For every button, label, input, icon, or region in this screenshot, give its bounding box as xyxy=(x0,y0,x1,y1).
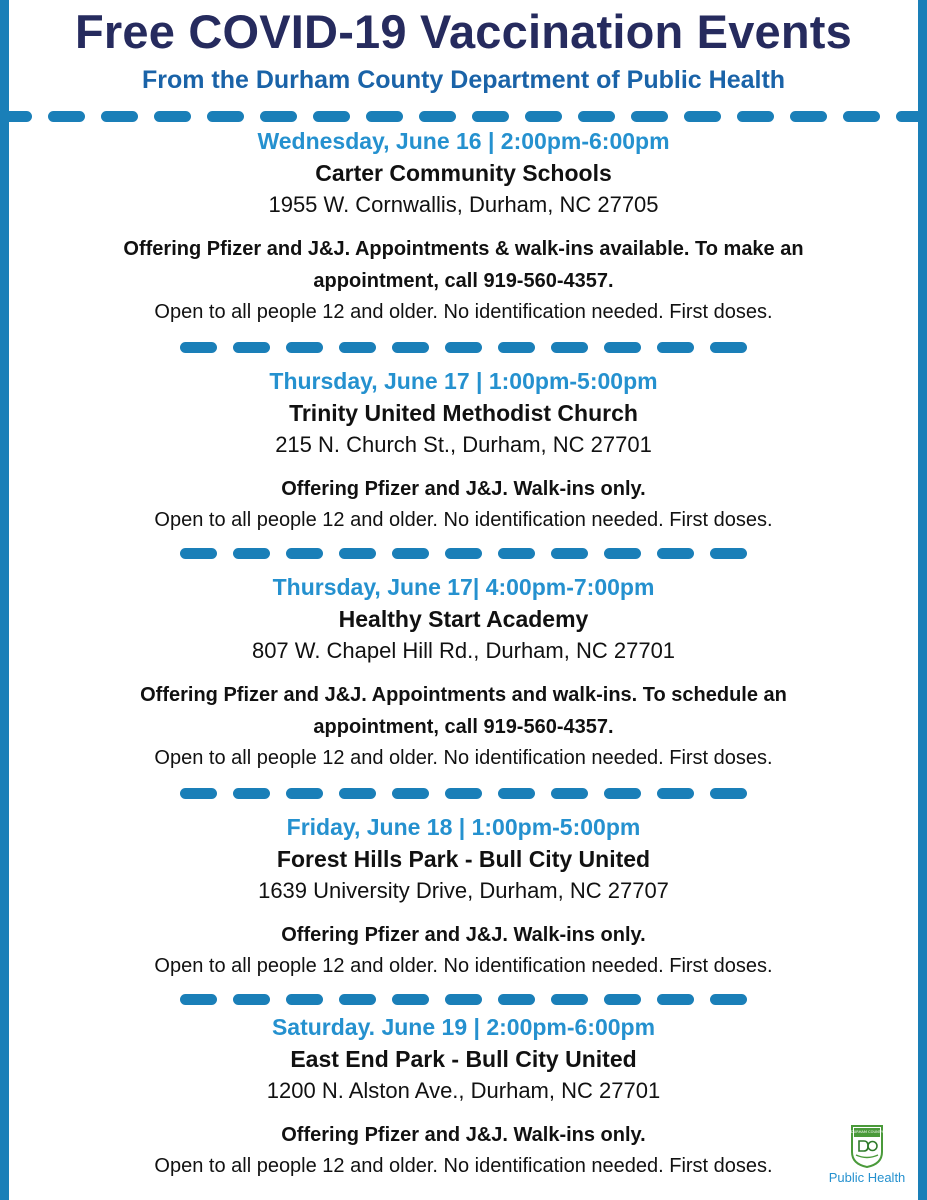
event-address: 807 W. Chapel Hill Rd., Durham, NC 27701 xyxy=(251,638,676,663)
event-date: Wednesday, June 16 | 2:00pm-6:00pm xyxy=(257,128,670,154)
event-eligibility: Open to all people 12 and older. No identification needed. First doses. xyxy=(154,747,773,769)
event-address: 215 N. Church St., Durham, NC 27701 xyxy=(275,432,652,457)
event-venue: Forest Hills Park - Bull City United xyxy=(276,846,651,872)
logo-label: Public Health xyxy=(828,1170,906,1185)
event-offer: Offering Pfizer and J&J. Appointments and walk-ins. To schedule an appointment, call 919-560-4357. xyxy=(140,684,787,738)
event-venue: Trinity United Methodist Church xyxy=(289,400,638,426)
event-date: Saturday. June 19 | 2:00pm-6:00pm xyxy=(271,1014,656,1040)
event-venue: Healthy Start Academy xyxy=(338,606,589,632)
event-eligibility: Open to all people 12 and older. No identification needed. First doses. xyxy=(154,955,773,977)
event-offer: Offering Pfizer and J&J. Appointments & walk-ins available. To make an appointment, call 919-560-4357. xyxy=(123,238,804,292)
event-date: Thursday, June 17 | 1:00pm-5:00pm xyxy=(269,368,658,394)
event-eligibility: Open to all people 12 and older. No identification needed. First doses. xyxy=(154,301,773,323)
event-offer: Offering Pfizer and J&J. Walk-ins only. xyxy=(281,1124,646,1146)
event-venue: East End Park - Bull City United xyxy=(290,1046,637,1072)
event-offer: Offering Pfizer and J&J. Walk-ins only. xyxy=(281,478,646,500)
event-venue: Carter Community Schools xyxy=(315,160,612,186)
event-card xyxy=(9,571,918,773)
event-address: 1200 N. Alston Ave., Durham, NC 27701 xyxy=(266,1078,661,1103)
page-title: Free COVID-19 Vaccination Events xyxy=(75,5,852,58)
event-card xyxy=(9,125,918,327)
event-divider xyxy=(9,994,918,1005)
event-card xyxy=(9,1011,918,1181)
event-address: 1639 University Drive, Durham, NC 27707 xyxy=(258,878,669,903)
event-address: 1955 W. Cornwallis, Durham, NC 27705 xyxy=(268,192,659,217)
event-divider xyxy=(9,788,918,799)
event-divider xyxy=(9,548,918,559)
event-card xyxy=(9,365,918,535)
event-date: Friday, June 18 | 1:00pm-5:00pm xyxy=(286,814,641,840)
event-divider xyxy=(9,342,918,353)
svg-text:DURHAM COUNTY: DURHAM COUNTY xyxy=(850,1130,884,1134)
page-subtitle: From the Durham County Department of Public Health xyxy=(141,66,786,94)
event-eligibility: Open to all people 12 and older. No identification needed. First doses. xyxy=(154,1155,773,1177)
top-divider xyxy=(9,111,918,122)
event-date: Thursday, June 17| 4:00pm-7:00pm xyxy=(272,574,655,600)
event-card xyxy=(9,811,918,981)
event-eligibility: Open to all people 12 and older. No identification needed. First doses. xyxy=(154,509,773,531)
event-offer: Offering Pfizer and J&J. Walk-ins only. xyxy=(281,924,646,946)
durham-county-shield-icon xyxy=(850,1124,884,1168)
durham-public-health-logo xyxy=(822,1124,912,1186)
